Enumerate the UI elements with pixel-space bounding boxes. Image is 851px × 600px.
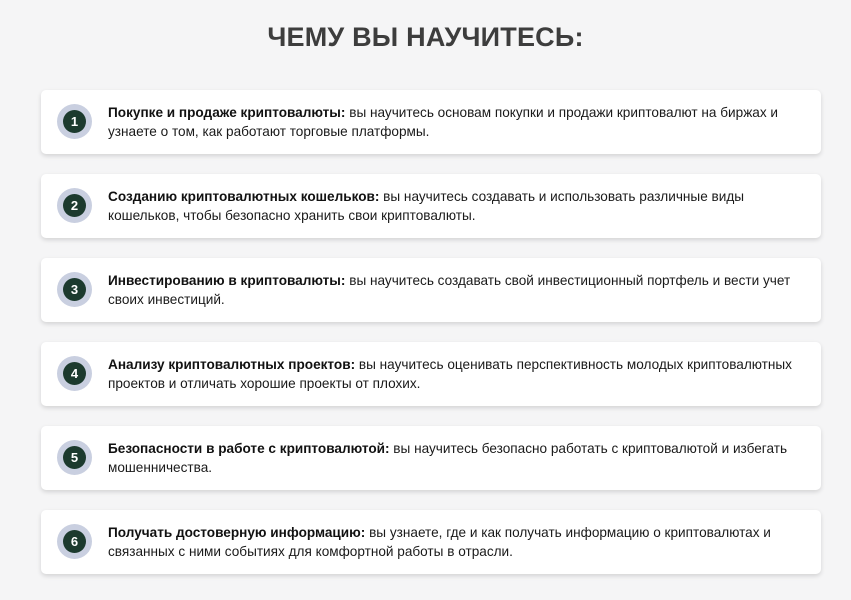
number-label: 1 [63, 110, 86, 133]
item-text [108, 523, 798, 561]
item-text [108, 187, 798, 225]
item-heading: Инвестированию в криптовалюты: [108, 273, 346, 288]
number-badge [57, 188, 92, 223]
item-heading: Безопасности в работе с криптовалютой: [108, 441, 390, 456]
item-description: вы узнаете, где и как получать информацию о криптовалютах и связанных с ними событиях для комфортной работы в отрасли. [108, 525, 771, 559]
number-label: 2 [63, 194, 86, 217]
number-badge [57, 104, 92, 139]
number-label: 3 [63, 278, 86, 301]
item-heading: Получать достоверную информацию: [108, 525, 366, 540]
number-badge [57, 272, 92, 307]
item-description: вы научитесь оценивать перспективность молодых криптовалютных проектов и отличать хорошие проекты от плохих. [108, 357, 792, 391]
learning-list [41, 90, 821, 594]
number-badge [57, 524, 92, 559]
page-title: ЧЕМУ ВЫ НАУЧИТЕСЬ: [267, 22, 584, 52]
number-label: 4 [63, 362, 86, 385]
number-badge [57, 356, 92, 391]
list-item [41, 258, 821, 322]
item-heading: Созданию криптовалютных кошельков: [108, 189, 380, 204]
item-description: вы научитесь основам покупки и продажи криптовалют на биржах и узнаете о том, как работают торговые платформы. [108, 105, 779, 139]
list-item [41, 342, 821, 406]
list-item [41, 90, 821, 154]
item-description: вы научитесь безопасно работать с криптовалютой и избегать мошенничества. [108, 441, 788, 475]
item-text [108, 439, 798, 477]
item-text [108, 103, 798, 141]
item-text [108, 355, 798, 393]
item-description: вы научитесь создавать свой инвестиционный портфель и вести учет своих инвестиций. [108, 273, 791, 307]
number-label: 6 [63, 530, 86, 553]
number-badge [57, 440, 92, 475]
item-heading: Покупке и продаже криптовалюты: [108, 105, 346, 120]
list-item [41, 510, 821, 574]
item-text [108, 271, 798, 309]
item-description: вы научитесь создавать и использовать различные виды кошельков, чтобы безопасно хранить свои криптовалюты. [108, 189, 745, 223]
number-label: 5 [63, 446, 86, 469]
list-item [41, 426, 821, 490]
item-heading: Анализу криптовалютных проектов: [108, 357, 356, 372]
list-item [41, 174, 821, 238]
